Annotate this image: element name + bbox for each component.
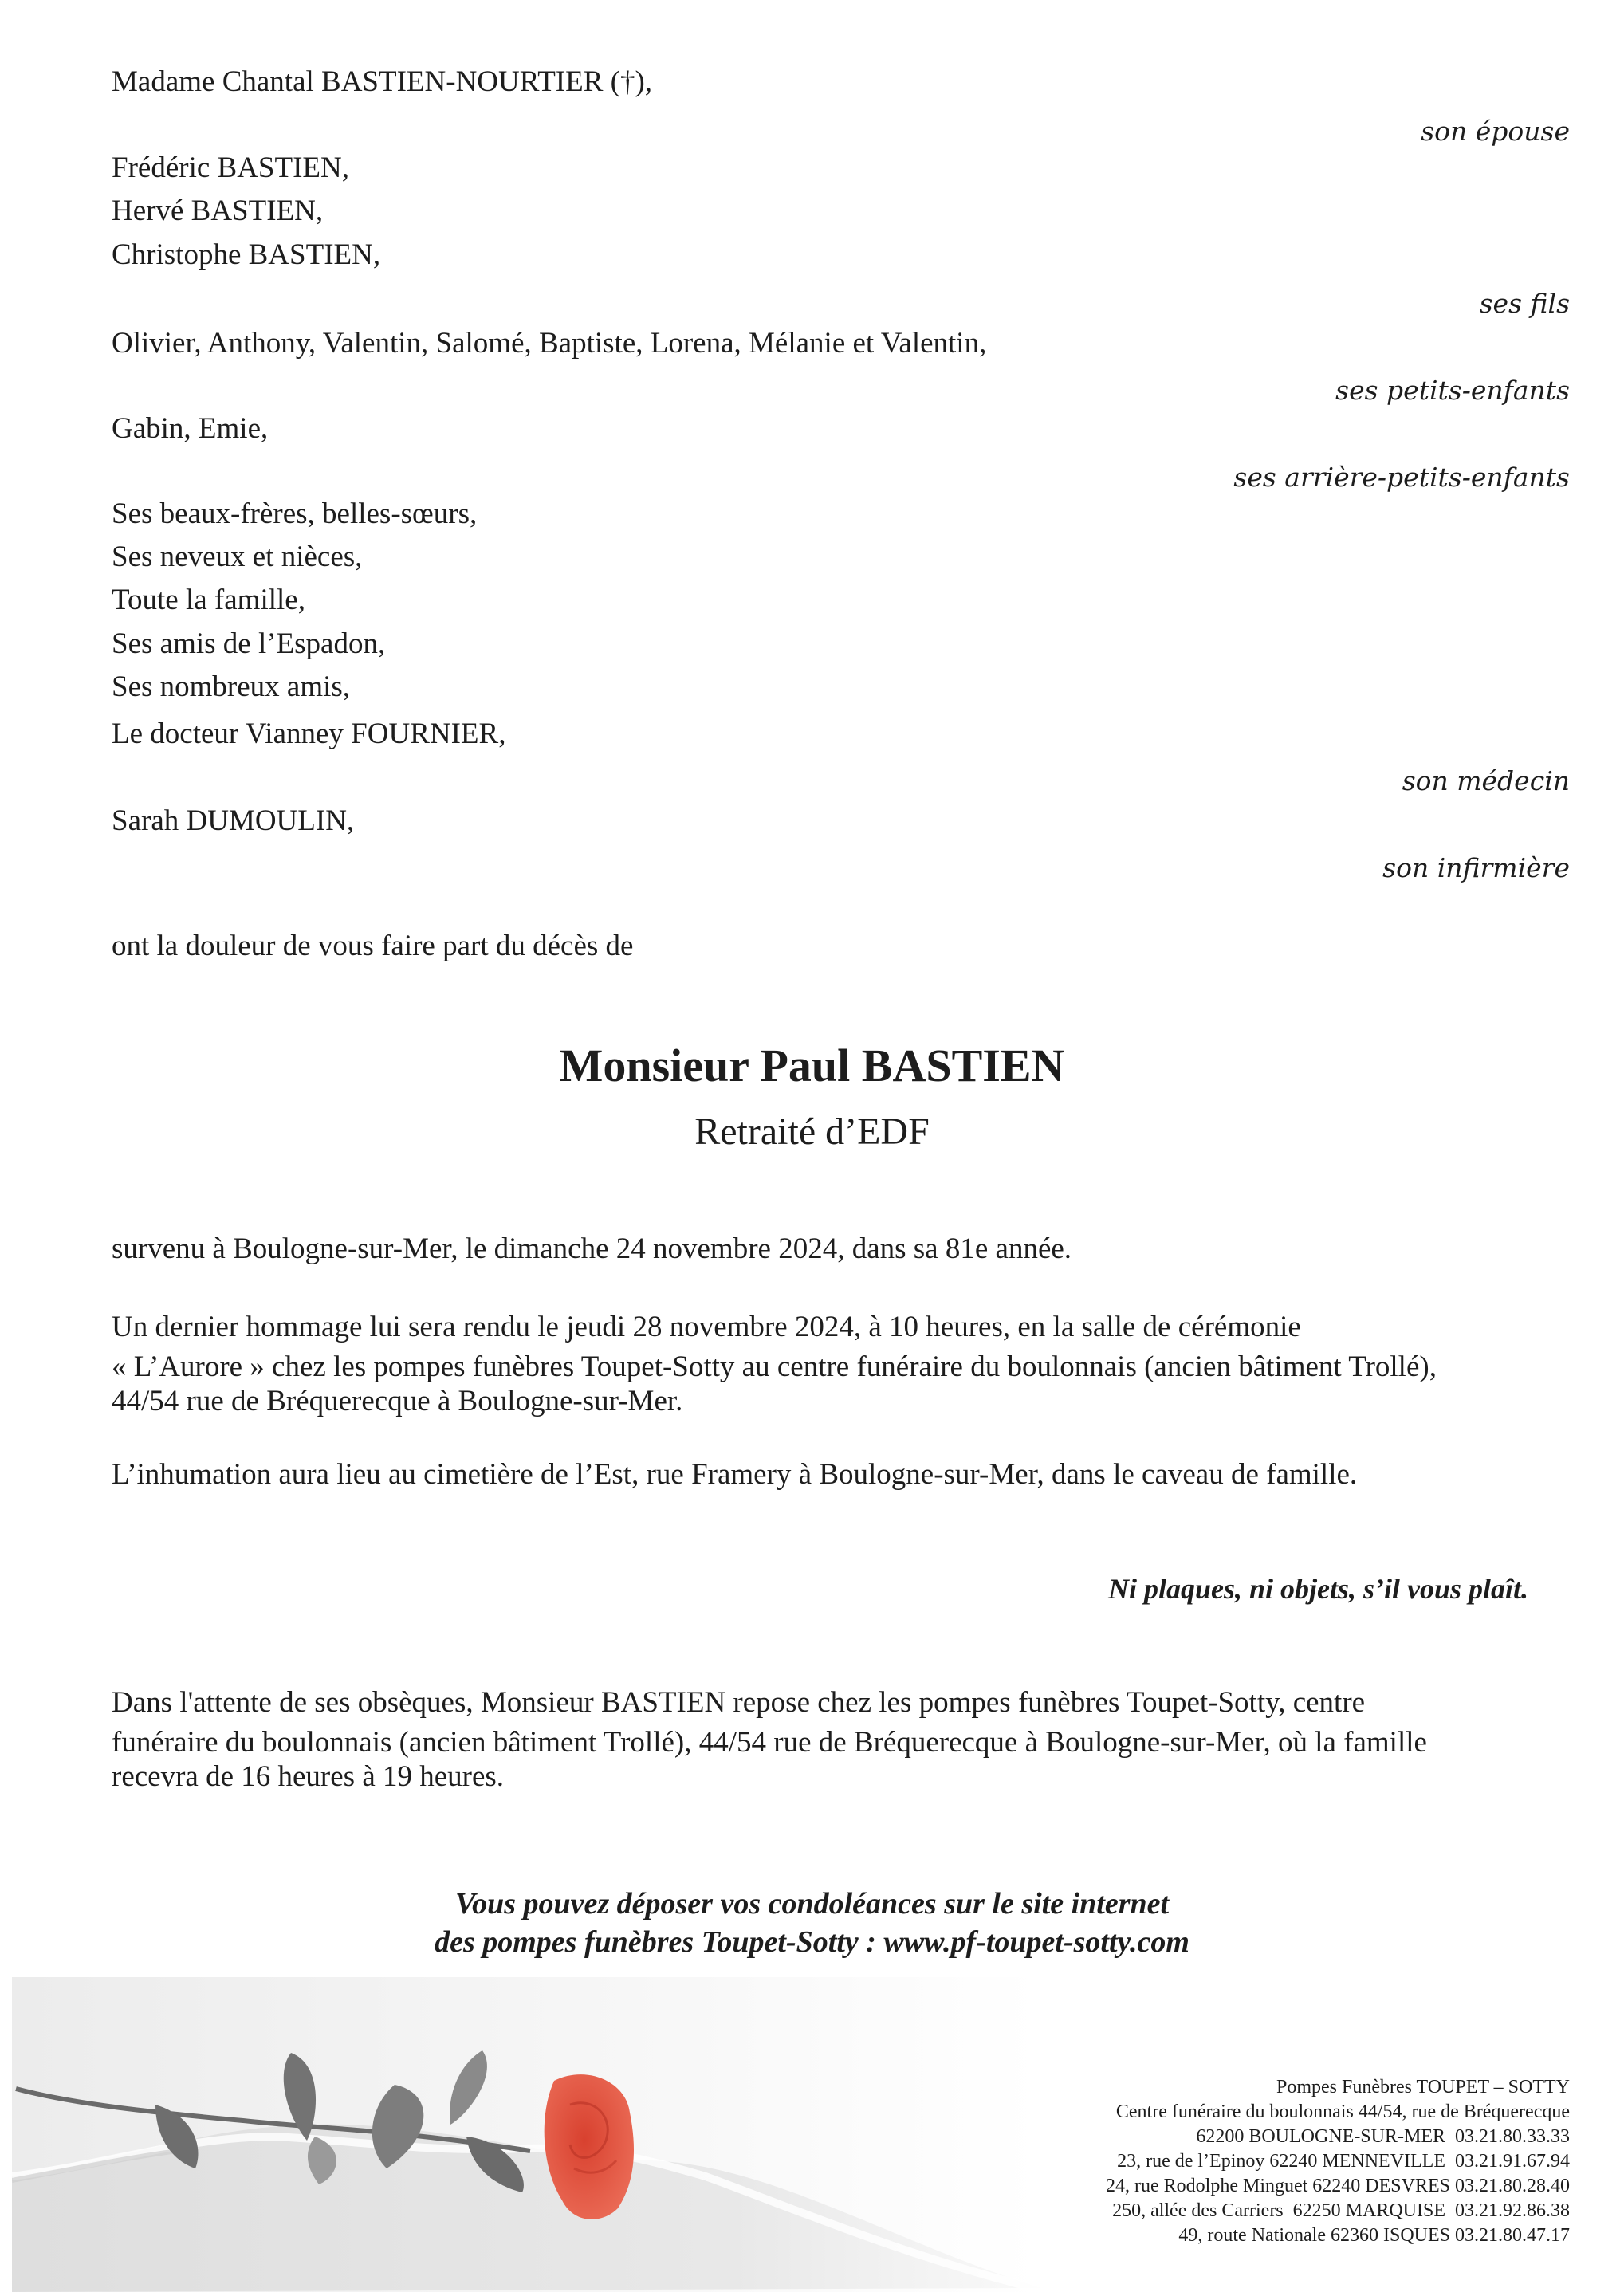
other-family-line: Ses amis de l’Espadon, [112,627,386,660]
grandchildren-names: Olivier, Anthony, Valentin, Salomé, Baptiste, Lorena, Mélanie et Valentin, [112,327,987,360]
spouse-name: Madame Chantal BASTIEN-NOURTIER (†), [112,65,653,98]
rest-details-line: recevra de 16 heures à 19 heures. [112,1760,505,1793]
funeral-home-address: 23, rue de l’Epinoy 62240 MENNEVILLE 03.21.91.67.94 [1117,2151,1570,2172]
burial-details: L’inhumation aura lieu au cimetière de l’Est, rue Framery à Boulogne-sur-Mer, dans le caveau de famille. [112,1458,1358,1491]
ceremony-line: « L’Aurore » chez les pompes funèbres Toupet-Sotty au centre funéraire du boulonnais (ancien bâtiment Trollé), [112,1350,1437,1383]
doctor-relation: son médecin [1402,765,1570,796]
funeral-home-address: 24, rue Rodolphe Minguet 62240 DESVRES 03.21.80.28.40 [1106,2176,1570,2196]
no-flowers-request: Ni plaques, ni objets, s’il vous plaît. [1107,1573,1528,1605]
son-name: Frédéric BASTIEN, [112,151,349,184]
rest-details-line: funéraire du boulonnais (ancien bâtiment Trollé), 44/54 rue de Bréquerecque à Boulogne-sur-Mer, où la famille [112,1726,1427,1759]
doctor-name: Le docteur Vianney FOURNIER, [112,718,506,750]
funeral-home-contacts [1106,2075,1570,2248]
sons-relation: ses fils [1479,288,1570,319]
nurse-name: Sarah DUMOULIN, [112,804,355,837]
great-grandchildren-names: Gabin, Emie, [112,412,269,445]
funeral-home-name: Pompes Funèbres TOUPET – SOTTY [1276,2077,1570,2097]
funeral-home-address: 62200 BOULOGNE-SUR-MER 03.21.80.33.33 [1196,2126,1570,2147]
nurse-relation: son infirmière [1382,852,1570,883]
son-name: Hervé BASTIEN, [112,195,324,227]
funeral-home-address: 49, route Nationale 62360 ISQUES 03.21.80.47.17 [1178,2225,1570,2246]
son-name: Christophe BASTIEN, [112,238,381,271]
condolences-line[interactable]: des pompes funèbres Toupet-Sotty : www.pf-toupet-sotty.com [435,1925,1189,1959]
condolences-line: Vous pouvez déposer vos condoléances sur le site internet [454,1887,1170,1921]
great-grandchildren-relation: ses arrière-petits-enfants [1233,462,1570,493]
other-family-line: Toute la famille, [112,584,305,616]
funeral-home-address: Centre funéraire du boulonnais 44/54, rue de Bréquerecque [1115,2101,1570,2122]
announcement-text: ont la douleur de vous faire part du décès de [112,930,634,962]
rest-details-line: Dans l'attente de ses obsèques, Monsieur BASTIEN repose chez les pompes funèbres Toupet-Sotty, centre [112,1686,1366,1719]
deceased-name: Monsieur Paul BASTIEN [559,1040,1065,1091]
other-family-line: Ses neveux et nièces, [112,541,363,573]
ceremony-line: 44/54 rue de Bréquerecque à Boulogne-sur-Mer. [112,1385,683,1417]
grandchildren-relation: ses petits-enfants [1335,375,1570,406]
death-details: survenu à Boulogne-sur-Mer, le dimanche 24 novembre 2024, dans sa 81e année. [112,1233,1072,1265]
rose-on-beach-photo [12,1977,1040,2292]
spouse-relation: son épouse [1421,116,1570,147]
other-family-line: Ses nombreux amis, [112,670,351,703]
ceremony-line: Un dernier hommage lui sera rendu le jeudi 28 novembre 2024, à 10 heures, en la salle de cérémonie [112,1311,1301,1343]
other-family-line: Ses beaux-frères, belles-sœurs, [112,497,478,530]
deceased-title: Retraité d’EDF [694,1111,930,1153]
funeral-home-address: 250, allée des Carriers 62250 MARQUISE 03.21.92.86.38 [1112,2200,1570,2221]
